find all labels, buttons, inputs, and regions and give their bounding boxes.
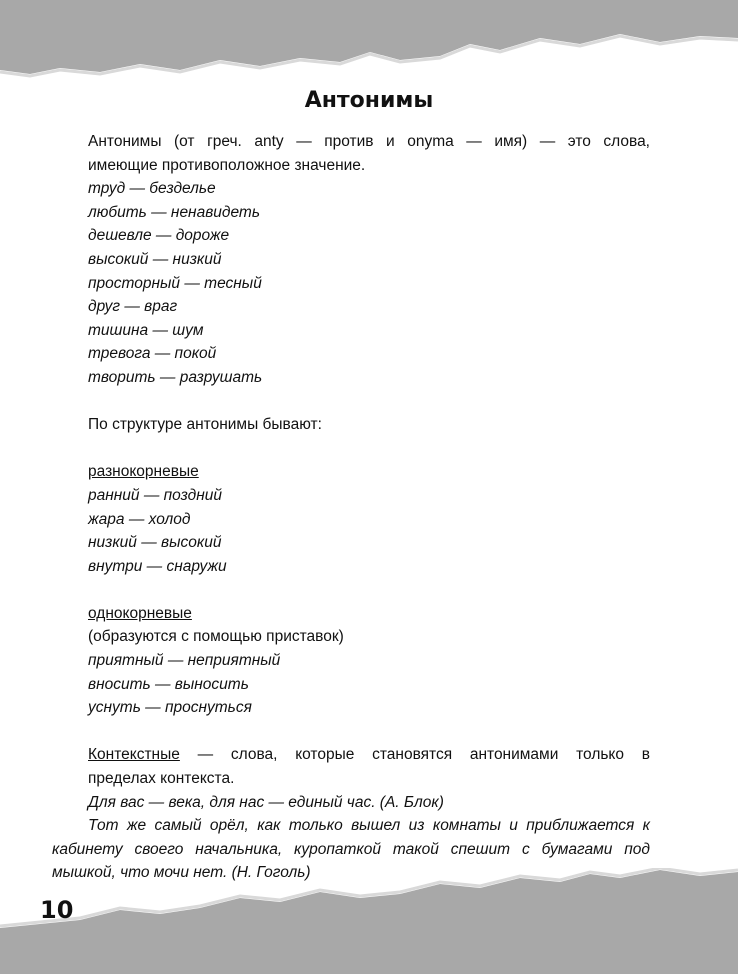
different-root-example: низкий — высокий xyxy=(88,534,222,552)
different-root-example: ранний — поздний xyxy=(88,486,222,504)
structure-intro: По структуре антонимы бывают: xyxy=(88,416,322,434)
contextual-definition-line-1 xyxy=(88,743,650,767)
antonym-example: любить — ненавидеть xyxy=(88,203,260,221)
contextual-term: Контекстные xyxy=(88,746,180,764)
antonym-example: просторный — тесный xyxy=(88,274,262,292)
antonym-example: тревога — покой xyxy=(88,345,217,363)
quote-gogol-line-1: Тот же самый орёл, как только вышел из комнаты и приближается к xyxy=(88,817,650,835)
different-root-example: внутри — снаружи xyxy=(88,557,227,575)
antonym-example: дешевле — дороже xyxy=(88,227,230,245)
contextual-quotes xyxy=(52,767,650,885)
different-root-example: жара — холод xyxy=(88,510,191,528)
antonym-example: труд — безделье xyxy=(88,180,216,198)
quote-blok: Для вас — века, для нас — единый час. (А. Блок) xyxy=(88,793,444,811)
same-root-example: приятный — неприятный xyxy=(88,652,281,670)
antonym-example: творить — разрушать xyxy=(88,368,263,386)
same-root-note: (образуются с помощью приставок) xyxy=(88,628,344,646)
same-root-heading: однокорневые xyxy=(88,604,192,622)
quote-gogol-line-2: кабинету своего начальника, куропаткой такой спешит с бумагами под xyxy=(52,840,650,858)
intro-line-2: имеющие противоположное значение. xyxy=(88,156,366,174)
page-title: Антонимы xyxy=(304,88,434,113)
intro-line-1: Антонимы (от греч. anty — против и onyma — имя) — это слова, xyxy=(88,133,650,150)
quote-gogol-line-3: мышкой, что мочи нет. (Н. Гоголь) xyxy=(52,864,311,882)
same-root-example: уснуть — проснуться xyxy=(88,699,252,717)
different-root-heading: разнокорневые xyxy=(88,463,199,481)
contextual-definition-rest: — слова, которые становятся антонимами только в xyxy=(179,746,650,764)
body-text xyxy=(88,130,650,767)
antonym-example: друг — враг xyxy=(88,298,178,316)
antonym-example: высокий — низкий xyxy=(88,250,222,268)
antonym-example: тишина — шум xyxy=(88,321,204,339)
same-root-example: вносить — выносить xyxy=(88,675,249,693)
page-number: 10 xyxy=(40,896,74,924)
contextual-definition-line-2: пределах контекста. xyxy=(88,770,235,787)
